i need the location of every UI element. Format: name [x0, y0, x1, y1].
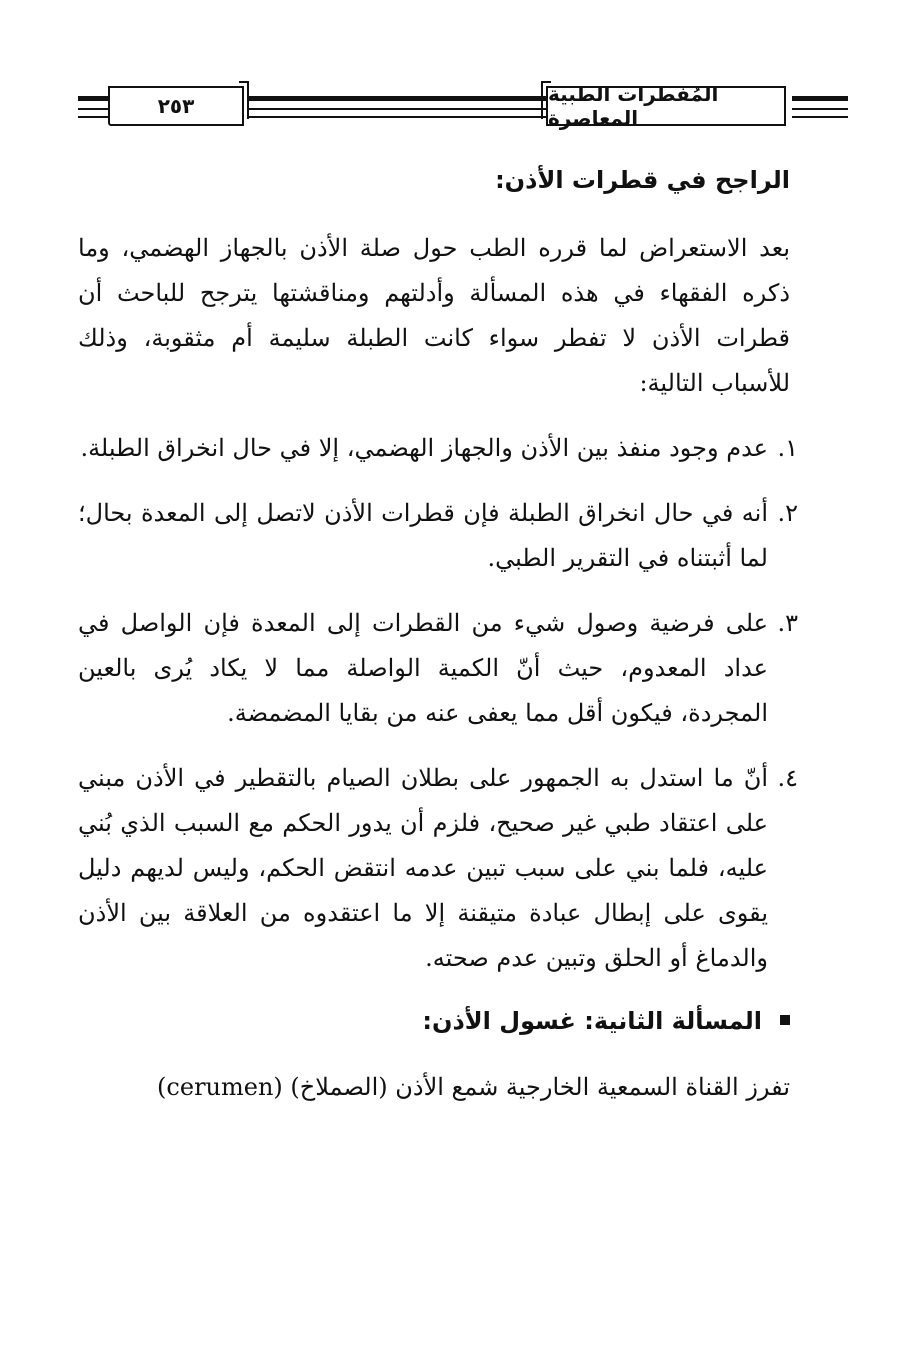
list-item-number: ٣.	[777, 609, 798, 637]
running-header	[78, 82, 848, 128]
header-rule	[248, 96, 566, 101]
section-heading: الراجح في قطرات الأذن:	[495, 166, 790, 194]
page-number: ٢٥٣	[108, 86, 244, 126]
square-bullet-icon	[780, 1015, 790, 1025]
list-item	[78, 426, 798, 471]
page-content	[78, 160, 798, 1110]
header-rule	[792, 116, 848, 118]
header-rule	[78, 116, 110, 118]
book-title: المُفطرات الطبية المعاصرة	[546, 86, 786, 126]
list-item-text: أنّ ما استدل به الجمهور على بطلان الصيام بالتقطير في الأذن مبني على اعتقاد طبي غير صحيح، فلزم أن يدور الحكم مع السبب الذي بُني عليه، فلما بني على سبب تبين عدمه انتقض الحكم، وليس لديهم دليل يقوى على إبطال عبادة متيقنة إلا ما اعتقدوه من العلاقة بين الأذن والدماغ أو الحلق وتبين عدم صحته.	[78, 764, 768, 972]
list-item-number: ١.	[777, 434, 798, 462]
header-rule	[792, 108, 848, 110]
list-item	[78, 756, 798, 981]
header-rule	[78, 108, 110, 110]
list-item-text: عدم وجود منفذ بين الأذن والجهاز الهضمي، إلا في حال انخراق الطبلة.	[80, 434, 768, 462]
header-rule	[248, 116, 566, 118]
list-item	[78, 491, 798, 581]
closing-paragraph: تفرز القناة السمعية الخارجية شمع الأذن (الصملاخ) (cerumen)	[157, 1073, 790, 1101]
subsection-heading	[78, 1001, 790, 1041]
subsection-heading-text: المسألة الثانية: غسول الأذن:	[422, 1007, 762, 1035]
reasons-list	[78, 426, 798, 981]
list-item-text: أنه في حال انخراق الطبلة فإن قطرات الأذن لاتصل إلى المعدة بحال؛ لما أثبتناه في التقرير الطبي.	[78, 499, 768, 572]
list-item-number: ٢.	[777, 499, 798, 527]
header-rule	[792, 96, 848, 101]
header-rule	[248, 108, 566, 110]
header-rule	[78, 96, 110, 101]
list-item-number: ٤.	[777, 764, 798, 792]
list-item	[78, 601, 798, 736]
list-item-text: على فرضية وصول شيء من القطرات إلى المعدة فإن الواصل في عداد المعدوم، حيث أنّ الكمية الواصلة مما لا يكاد يُرى بالعين المجردة، فيكون أقل مما يعفى عنه من بقايا المضمضة.	[78, 609, 768, 727]
intro-paragraph: بعد الاستعراض لما قرره الطب حول صلة الأذن بالجهاز الهضمي، وما ذكره الفقهاء في هذه المسألة وأدلتهم ومناقشتها يترجح للباحث أن قطرات الأذن لا تفطر سواء كانت الطبلة سليمة أم مثقوبة، وذلك للأسباب التالية:	[78, 234, 790, 397]
